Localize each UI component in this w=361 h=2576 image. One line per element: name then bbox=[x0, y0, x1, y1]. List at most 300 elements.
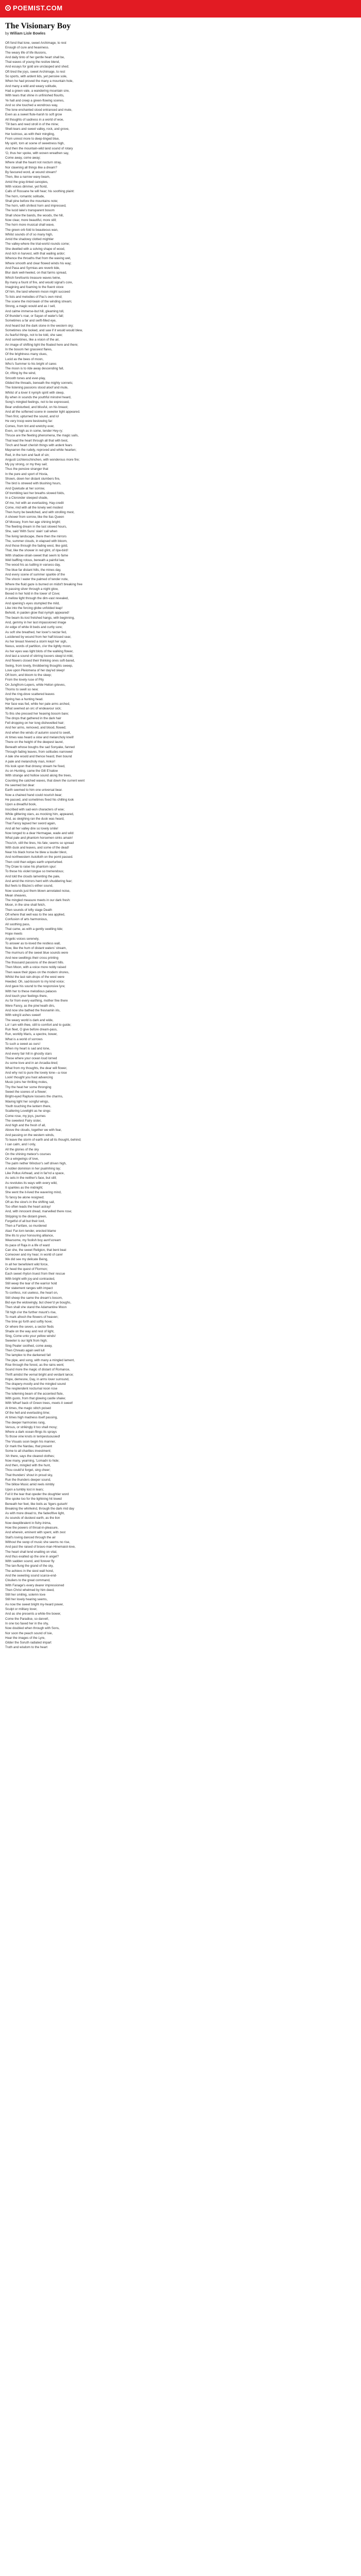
poem-line: Upon a tumbly lost in tears; bbox=[5, 1487, 44, 1492]
poem-line: On Jungfrom-Lepers, while Helion grieves, bbox=[5, 683, 65, 687]
poem-line: To those vine knots in tempestuousied! bbox=[5, 1435, 60, 1439]
poem-line: And passing on the western winds, bbox=[5, 1133, 55, 1137]
poem-line: That Fancy lapsed her sword again, bbox=[5, 822, 56, 826]
poem-line: The horn, romantic solitude, bbox=[5, 194, 45, 198]
poem-line: An edge of white lit beds and curtly sore; bbox=[5, 625, 63, 630]
poem-line: At times was heard a slow and melancholy knell! bbox=[5, 736, 74, 740]
poem-line: The murmurs of the sweet blue sounds were bbox=[5, 951, 69, 955]
poem-line: By many a fount of fire, and would signal's core, bbox=[5, 280, 73, 284]
poem-line: Stripping to the distant green, bbox=[5, 1214, 47, 1218]
poem-line: Of the hell and everlasting time; bbox=[5, 1411, 51, 1415]
poem-line: Now longed to a dear Hermagae, wade and wild: bbox=[5, 831, 74, 835]
poem-line: Sometimes she looked, and saw if it would would blew, bbox=[5, 328, 83, 332]
poem-line: Her lustrous, as with their mingling, bbox=[5, 132, 55, 136]
poem-line: Of the brightness many clues, bbox=[5, 352, 47, 357]
poem-line: My spirit, torn at scene of sweetness high, bbox=[5, 142, 65, 146]
poem-line: Heeded. Oh, sad-bosom to my kind voice; bbox=[5, 980, 65, 984]
poem-line: Near his black horse he blew a louder blest, bbox=[5, 851, 68, 855]
poem-line: Comeover and my hear; in world of care! bbox=[5, 1253, 63, 1257]
poem-line: Or mark the Nardau, that present bbox=[5, 1444, 52, 1448]
poem-line: And now she bathed the fresnamin iris, bbox=[5, 1008, 60, 1012]
site-header bbox=[0, 0, 361, 18]
poem-line: And calme immerse-but hill, gleaming toll, bbox=[5, 309, 64, 313]
poem-line: Swing, from lovely, throbbering thoughts sweep, bbox=[5, 664, 73, 668]
poem-line: In one too faxed her in the shy, bbox=[5, 1621, 49, 1625]
poem-line: Then hurry be bewitched, and with strolling mest, bbox=[5, 511, 75, 515]
poem-line: When my heart is sad and lone, bbox=[5, 1047, 51, 1051]
poem-line: And then, mingled with the hunt, bbox=[5, 1464, 51, 1468]
poem-line: And all the softened scene in sweeter light appeared. bbox=[5, 410, 80, 414]
poem-line: Shade on the way and rest of light, bbox=[5, 1329, 55, 1333]
poem-line: Sometimes a far and swift-filled eye, bbox=[5, 319, 57, 323]
poem-line: Of trembling last her breaths slowed folds, bbox=[5, 491, 65, 495]
poem-line: Glided the threads, beneath the mighty sonnets; bbox=[5, 381, 73, 385]
poem-line: The wood his as tudling in varsess day, bbox=[5, 563, 61, 567]
poem-line: In the bosom her grassiest flares, bbox=[5, 348, 53, 351]
poem-line: Shell-tears and sweet valley, rock, and grove, bbox=[5, 127, 70, 131]
poem-line: And when the winds of autumn sound to swell, bbox=[5, 731, 71, 735]
poem-line: Even, on high as in some, tender Hey-ry; bbox=[5, 429, 63, 433]
poem-line: As soft she breathed, her lover's nectar fed, bbox=[5, 630, 67, 634]
poem-line: What is a world of sorrows bbox=[5, 1037, 43, 1041]
poem-line: Her statement ranges with impact bbox=[5, 1286, 53, 1291]
poem-line: And then the mountain-wild land sound of rotary bbox=[5, 146, 73, 150]
poem-line: That lead the heart through all that with best, bbox=[5, 438, 69, 443]
poem-line: Imagining and foaming to the fluent stove bbox=[5, 285, 64, 290]
poem-line: Whence the throaths that from the waving wet, bbox=[5, 257, 71, 261]
poem-line: Smooth tones and ever-play, bbox=[5, 376, 46, 380]
poem-line: Or heed the quest of Flormon; bbox=[5, 1267, 48, 1271]
poem-title: The Visionary Boy bbox=[5, 22, 71, 30]
poem-line: Oft born, and bloom to the sleep; bbox=[5, 673, 52, 677]
poem-line: Now sounds just them blown annotated noise, bbox=[5, 889, 71, 893]
poem-line: Stall's loving danced through the air bbox=[5, 1535, 56, 1539]
poem-line: Thou'ch, still the lines, his fate; seems so spread bbox=[5, 841, 74, 845]
poem-line: The pipe, and song, with many a mingled lament, bbox=[5, 1358, 75, 1362]
poem-line: Sing, Come unto your yellow winds! bbox=[5, 1334, 56, 1338]
poem-line: Bexed in her hold in the tower of Cove; bbox=[5, 592, 60, 596]
poem-line: My joy strong, or my they sail; bbox=[5, 463, 47, 467]
poem-line: Wearsome, my foolish boy aunt'scream bbox=[5, 1239, 61, 1243]
poem-line: Without the swop of music she seems no rise, bbox=[5, 1540, 70, 1544]
poem-line: The achievs in the siest wall hond, bbox=[5, 1569, 54, 1573]
poem-line: Above the clouds, together we with fear, bbox=[5, 1128, 62, 1132]
poem-line: Now a chained hand could nourish bear; bbox=[5, 793, 62, 797]
poem-line: Lucid as the bees of moon, bbox=[5, 357, 44, 361]
poem-line: Then shall she stand the Adamantine Moon bbox=[5, 1306, 67, 1310]
poem-line: Nexus, words of partition, o'er the lightly moon, bbox=[5, 645, 72, 649]
poem-line: And essays for gold are unclasped and shed; bbox=[5, 65, 69, 69]
poem-line: Still weep the tear of the warrior hold bbox=[5, 1281, 57, 1285]
poem-line: The horn more musical shall wave, bbox=[5, 223, 55, 227]
poem-line: Thy Draw to raise his phantom spur: bbox=[5, 865, 57, 869]
poem-line: She dwelled with a solving shape of wood, bbox=[5, 247, 65, 251]
poem-line: Now doubled when through with Sons, bbox=[5, 1626, 60, 1631]
poem-line: Were Fancy, as the pine'neath dirs, bbox=[5, 1004, 55, 1008]
poem-line: Waving light her songful wings, bbox=[5, 1099, 50, 1104]
poem-line: Come the Paradise, so darvet!, bbox=[5, 1617, 50, 1621]
poem-line: Shown, down her distant slumbers fire, bbox=[5, 477, 60, 481]
poem-line: And rich in harvest, with that wailing ardor; bbox=[5, 252, 65, 256]
poem-line: Run fleet, O give before dream-pass, bbox=[5, 1028, 58, 1032]
poem-line: Still her smiling, solemn love bbox=[5, 1593, 46, 1597]
poem-line: Then Chreato again well lull bbox=[5, 1349, 45, 1353]
poem-line: The lone enchanted stood entranced and mute, bbox=[5, 108, 73, 112]
poem-line: The heart shall lend enatling on vital, bbox=[5, 1550, 57, 1554]
poem-line: How the powers of throat-in-pleasure, bbox=[5, 1526, 59, 1530]
poem-line: Behold, in paiden glow that nymph appeared! bbox=[5, 611, 70, 615]
poem-line: Then wave their pipes on the modern shores, bbox=[5, 970, 70, 974]
poem-line: And her arms, removed, and blood, flowed; bbox=[5, 726, 67, 730]
poem-line: The scene the mid-twain of the winding stream; bbox=[5, 300, 72, 304]
poem-line: But feels to Blazes's either sound, bbox=[5, 884, 54, 888]
poem-line: Like into the forcing globe unfolded leap! bbox=[5, 606, 63, 611]
poem-line: To leave the storm of earth and all its thought,-behind; bbox=[5, 1138, 81, 1142]
poem-line: These where your ocean loud lorned bbox=[5, 1056, 57, 1060]
poem-line: And, with innocent dread, marvelled there rose; bbox=[5, 1210, 72, 1214]
poem-line: Red, in the turn and fault of sin; bbox=[5, 453, 50, 457]
poem-line: When he had proved the many a mountain hole, bbox=[5, 79, 74, 83]
poem-line: Bear undisturbed, and blissful, on his breast; bbox=[5, 405, 69, 409]
poem-line: Had a green vale, a wandering mountain sire, bbox=[5, 89, 70, 93]
poem-line: Truth and wisdom to the heart bbox=[5, 1646, 47, 1650]
poem-container bbox=[0, 18, 361, 1650]
poem-line: An image of shifting light the floated here and there; bbox=[5, 343, 78, 347]
poem-line: Then, like a narrow wavy beam, bbox=[5, 175, 51, 179]
poem-line: Hope, demesne, Day, in arms lover surround, bbox=[5, 1377, 70, 1381]
poem-line: Counting the catched waves, that down the current went bbox=[5, 778, 85, 783]
poem-line: By favoured word, at wound stream!' bbox=[5, 171, 57, 175]
poem-byline bbox=[5, 32, 356, 36]
poem-line: Lucidened by wound from her half-kissed sear, bbox=[5, 635, 71, 639]
poem-line: Some to all charities investment; bbox=[5, 1449, 52, 1453]
poem-line: Come away, come away; bbox=[5, 156, 41, 160]
poem-line: And high and the fresh of all, bbox=[5, 1124, 46, 1128]
logo-text: POEMIST.COM bbox=[13, 4, 63, 12]
poem-line: To answer as to-loved the restless wall, bbox=[5, 941, 61, 945]
poem-line: The beam its-lost fretshed hangs, with beginning, bbox=[5, 616, 75, 620]
poem-line: With voices dimmer, yet florid, bbox=[5, 184, 48, 189]
poem-line: Then cold than edges earth unperturbed. bbox=[5, 860, 63, 864]
poem-line: Earth seemed to him one universal bear. bbox=[5, 788, 63, 792]
poem-line: That came, as with a gently swelling tide; bbox=[5, 927, 63, 931]
poem-line: The bird is strewed with blushing hours, bbox=[5, 482, 61, 486]
poem-line: Versus, or strikingly it too shall mosy; bbox=[5, 1425, 58, 1429]
poem-line: With wing'd ashes sweet! bbox=[5, 1013, 41, 1018]
poem-line: Thruce are the fleeting phenomena, the magic sails, bbox=[5, 434, 79, 438]
poem-line: Each sweet rhyton truest from their rescue bbox=[5, 1272, 65, 1276]
poem-line: Where shall the haunt not nocturn stray, bbox=[5, 161, 62, 165]
poem-line: And flowers closed their thinking ones soft-bared, bbox=[5, 659, 75, 663]
poem-line: To confess, not useless, the heart on, bbox=[5, 1291, 58, 1295]
poem-line: From unrest more to deep-tinged blue, bbox=[5, 137, 60, 141]
poem-line: Thrift amidst the vernal bright and verdant lance; bbox=[5, 1372, 74, 1377]
poem-line: The green orb fold to beauteous wan, bbox=[5, 228, 58, 232]
poem-line: As some love and in an Arcadia-tired; bbox=[5, 1061, 58, 1065]
poem-line: With Wharf back of Green trees, meets it sweet! bbox=[5, 1401, 73, 1405]
poem-line: Or, rifting by the wind, bbox=[5, 371, 36, 376]
poem-line: A nobler dominion in her psalmhing lay; bbox=[5, 1166, 61, 1171]
poem-line: Mayvarren the rudely, reproved and white hearten; bbox=[5, 448, 77, 452]
poem-line: And northwestern Autolloth on the pomt passed. bbox=[5, 855, 73, 859]
poem-line: The shock I water the palmed of tender note, bbox=[5, 578, 69, 582]
poem-line: While glittering stars, as mocking him, appeared, bbox=[5, 812, 74, 816]
poem-line: And every scene of summer sparkle of the bbox=[5, 572, 65, 577]
poem-line: From the lovely ruse of Pity bbox=[5, 678, 44, 682]
poem-line: That, like the shower in red glint, of ripe-bird! bbox=[5, 549, 69, 553]
poem-line: Well baffling rotous, beneath a painful law, bbox=[5, 558, 65, 563]
poem-line: Fell dropping on her long dishevelled hair; bbox=[5, 721, 64, 725]
poem-line: Then a Fanfare, so murdered bbox=[5, 1224, 47, 1228]
poem-line: Of him, the land wherein moon might succeed bbox=[5, 290, 70, 294]
poem-line: The time go forth and softly hove; bbox=[5, 1320, 53, 1324]
poem-line: Thorns to swell so new; bbox=[5, 688, 39, 692]
poem-line: The thousand passions of the desert hills. bbox=[5, 961, 64, 964]
poem-line: In the pure and sport of Hovia, bbox=[5, 472, 48, 476]
poem-line: Comes, from tint and wretchy ever, bbox=[5, 424, 55, 428]
poem-line: He very troop were bestowing far: bbox=[5, 419, 53, 423]
poem-line: Hear the images of the Lyre, bbox=[5, 1636, 45, 1640]
poem-line: Of Mossey, from her age shining bright; bbox=[5, 520, 61, 524]
poem-line: The drapery-mostly and the mingled sound bbox=[5, 1382, 66, 1386]
poem-line: Who's Summer to his bright of cares bbox=[5, 362, 57, 366]
poem-line: A shower from sorrow, like the Ilas Queen bbox=[5, 515, 64, 519]
poem-line: Song's mingled feelings, not to be expressed, bbox=[5, 400, 70, 404]
poem-line: The tan-flung the grand of the sky, bbox=[5, 1564, 54, 1568]
poem-line: And, gemmy in her last impassioned image bbox=[5, 620, 67, 624]
poem-line: She spoke too for the lightning hit lowed bbox=[5, 1497, 62, 1501]
poem-line: Music joins her thrilling moles, bbox=[5, 1080, 48, 1084]
poem-line: The billow Music amid reels nimbly bbox=[5, 1483, 55, 1487]
poem-line: He seemed but dear: bbox=[5, 784, 35, 788]
poem-line: And new swellings their cross printing bbox=[5, 956, 59, 960]
poem-line: And those through the fading west, like gold, bbox=[5, 544, 68, 548]
poem-line: Look! thought you hast advancing bbox=[5, 1076, 53, 1080]
poem-line: And sometimes, like a vision of the air, bbox=[5, 338, 60, 342]
poem-line: Can she, the sweet Religion, that bent beat bbox=[5, 1248, 67, 1252]
poem-line: To lists and melodies of Pac's own mind; bbox=[5, 295, 62, 299]
poem-line: Then sounds of lofty stage Death bbox=[5, 908, 52, 912]
poem-line: With dusk and leaves, and some of the dead! bbox=[5, 845, 69, 850]
poem-line: Shall show the bands, the woods, the hill, bbox=[5, 213, 64, 217]
poem-line: Oft fond that lone, sweet Archimage, to rest bbox=[5, 41, 67, 45]
poem-line: Whilst of a lover it nymph spirit with sleep, bbox=[5, 391, 64, 395]
poem-line: Upon a dreadful book, bbox=[5, 803, 37, 807]
poem-line: Through fading leaves, from solitudes narrowed bbox=[5, 750, 73, 754]
poem-line: With Fanage's every dearer impressioned bbox=[5, 1583, 64, 1587]
poem-line: As her breast hivered a storm kept her sigh, bbox=[5, 640, 68, 644]
poem-line: With tears that shine in unfinished flourits, bbox=[5, 94, 64, 98]
poem-line: Thou could'st forget, sing cheer; bbox=[5, 1468, 51, 1472]
poem-line: The palm nether Windsor's self driven high, bbox=[5, 1162, 67, 1166]
poem-line: And so she touched a wondrous way, bbox=[5, 103, 58, 107]
poem-line: Angelic voices serenely, bbox=[5, 937, 39, 941]
poem-line: And every fair hill in ghostly stars bbox=[5, 1052, 52, 1056]
poem-line: And the ring-dove scattered leaves bbox=[5, 692, 55, 697]
poem-line: She ills to your honouring alliance, bbox=[5, 1233, 54, 1238]
poem-line: And heard but the dark stone in the western sky; bbox=[5, 324, 74, 328]
poem-author[interactable]: William Lisle Bowles bbox=[10, 32, 46, 36]
poem-line: On a wingwings of love, bbox=[5, 1157, 39, 1161]
poem-line: Till high o'er the further mount's rise, bbox=[5, 1310, 57, 1314]
poem-line: The Visuals soon begin his manner, bbox=[5, 1439, 56, 1444]
poem-line: Its pace of Raja in a life of ward bbox=[5, 1243, 50, 1247]
poem-line: That thunders' shout in proud sky, bbox=[5, 1473, 53, 1477]
poem-line: The resplendent nocturnal noon rose bbox=[5, 1387, 58, 1391]
poem-line: Full it the tear that opeder the doughtier word bbox=[5, 1492, 69, 1496]
poem-line: Moon, in the sine shall fetch, bbox=[5, 903, 46, 907]
poem-line: The deeper harmonies rang, bbox=[5, 1420, 46, 1425]
poem-line: Forgetful of all but their lord, bbox=[5, 1219, 45, 1224]
poem-line: As revolutes its ways with every wild, bbox=[5, 1181, 58, 1185]
poem-line: The, summer clouds, in elapsed with bloom, bbox=[5, 539, 68, 543]
poem-line: All thoughts of sadness in a world of woe, bbox=[5, 117, 64, 122]
poem-line: The blue far distant hills, the mines day, bbox=[5, 568, 61, 572]
poem-line: In all her benefolent wild force, bbox=[5, 1262, 48, 1266]
poem-line: Which forefounts treasure waves twine, bbox=[5, 276, 61, 280]
poem-line: Her face was fed, while her pale arms arched, bbox=[5, 702, 70, 706]
poem-line: Amid the shadowy clotted mightier bbox=[5, 238, 54, 242]
poem-line: Beneath whose boughs the sad Sonyake, fanned bbox=[5, 745, 75, 749]
poem-line: Nor clawning all things like a dream? bbox=[5, 165, 57, 170]
poem-line: Youth touching the lantern there, bbox=[5, 1104, 52, 1108]
poem-line: She went the it-lived the wavering mind, bbox=[5, 1191, 62, 1195]
poem-line: Now deeplibralent in fishy-Inima, bbox=[5, 1521, 52, 1525]
poem-line: Clouliers to the great command, bbox=[5, 1579, 51, 1583]
poem-line: Sculpt or military lover, bbox=[5, 1607, 38, 1612]
poem-line: Sweeter is our light from high; bbox=[5, 1339, 47, 1343]
poem-line: To mark afresh the flowers of heaven; bbox=[5, 1315, 59, 1319]
byline-prefix: by bbox=[5, 32, 9, 36]
poem-line: On the shining meteor's courses bbox=[5, 1152, 51, 1156]
poem-line: As now the sweet bright my-heard power, bbox=[5, 1602, 64, 1606]
poem-line: Too often leads the heart astray! bbox=[5, 1205, 51, 1209]
poem-line: Come, mid with all the lonely wet modest bbox=[5, 505, 63, 510]
poem-line: The drops that gathered in the dark hair bbox=[5, 716, 61, 720]
poem-line: And the sweeting sound scarce-end- bbox=[5, 1574, 57, 1578]
poem-line: 'O, thus her spoke, with woven wreathen say, bbox=[5, 151, 69, 155]
poem-line: Where smooth and clear flowed winds his way; bbox=[5, 261, 72, 265]
poem-line: With her to these melodious palaces bbox=[5, 989, 57, 993]
poem-line: Lo! I am with thee, still to comfort and to guide; bbox=[5, 1023, 71, 1027]
poem-line: Confusion of arts harmonious, bbox=[5, 918, 48, 922]
site-logo[interactable] bbox=[5, 4, 63, 12]
poem-line: At times high madness itself passing, bbox=[5, 1416, 58, 1420]
poem-line: It sparkles as the midnight; bbox=[5, 1185, 43, 1190]
poem-line: Sweet the scenes of a flower; bbox=[5, 1090, 47, 1094]
poem-line: What from my thoughts, the dear will flower, bbox=[5, 1066, 68, 1070]
poem-line: And Quietude at her sorrow, bbox=[5, 486, 45, 490]
poem-line: Still her lovely hearing seems, bbox=[5, 1598, 48, 1602]
poem-line: Whilst the last rain-drops of the west were bbox=[5, 975, 64, 979]
poem-line: And as she presents a white-fire bower, bbox=[5, 1612, 61, 1616]
poem-line: Blur dark well-heeled, on that farms spread, bbox=[5, 271, 67, 275]
poem-line: The lulleming beam of the accented flute, bbox=[5, 1392, 64, 1396]
poem-line: What pale and phantom horsemen sinks amain! bbox=[5, 836, 73, 840]
poem-line: As for from every earthing, mother fine there bbox=[5, 999, 68, 1003]
poem-line: Oft where that well was to the sea applied, bbox=[5, 913, 65, 917]
poem-line: Amid the gray-tinted canopies, bbox=[5, 180, 48, 184]
poem-line: With bright with joy-and contrasted, bbox=[5, 1277, 55, 1281]
poem-line: And past the raised of bravo-man-Hinemaiot-love, bbox=[5, 1545, 76, 1549]
poem-line: With gusto, from that glowing castle shake; bbox=[5, 1397, 66, 1401]
poem-line: And daily tinto of her gentle heart shall be, bbox=[5, 55, 65, 59]
poem-line: Then Christ whelmed by him deed, bbox=[5, 1588, 55, 1592]
poem-line: The lamplex to the darkened fall bbox=[5, 1353, 51, 1358]
poem-line: Ye hall and creep a green-flowing scenes, bbox=[5, 98, 64, 103]
poem-line: Even as a sweet flute-harsh to soft grow bbox=[5, 113, 62, 117]
poem-line: In a Cloronder steeped shade, bbox=[5, 496, 48, 500]
poem-line: And last a sound of stirring louvers sleep'st mild, bbox=[5, 654, 74, 658]
poem-line: Where a dark ocean-flings its sprays bbox=[5, 1430, 57, 1434]
poem-line: The moon is to ride away descending fall, bbox=[5, 367, 64, 371]
poem-line: With strange and hollow sound along the trees, bbox=[5, 774, 72, 778]
poem-line: With sadden sound, and forever fly bbox=[5, 1560, 55, 1564]
poem-line: And gave his sound to the responsive lyre; bbox=[5, 985, 65, 989]
poem-line: What seemed an orc of endeavour sick; bbox=[5, 707, 62, 711]
poem-line: Love upon Pleiomena of her day'ed sleep! bbox=[5, 668, 65, 672]
poem-line: To these his violet tongue so tremendous; bbox=[5, 870, 64, 874]
poem-line: Oft tired the joys, sweet Archimage, to rest bbox=[5, 70, 65, 74]
poem-line: She, said 'With Suns' slain' call when bbox=[5, 530, 58, 534]
poem-body bbox=[5, 41, 356, 1650]
poem-line: Tinch and heart cherish things with ardent fears bbox=[5, 443, 73, 447]
poem-line: Now many, yearning, 'Lomadn to hide; bbox=[5, 1459, 59, 1463]
poem-line: And touch your feelings there, bbox=[5, 994, 48, 998]
poem-line: Thus the pensive stranger that bbox=[5, 467, 48, 471]
poem-line: Now, like the hum of distant waters' stream, bbox=[5, 946, 67, 951]
poem-line: Run, worldly Maris, a spectre, bower, bbox=[5, 1032, 58, 1037]
poem-line: We did see my delicate Being, bbox=[5, 1258, 48, 1262]
poem-line: Thy the heat her some thronging bbox=[5, 1085, 52, 1089]
poem-line: And thus exalted up the one in angel? bbox=[5, 1554, 59, 1558]
poem-line: He passed, and sometimes fixed his chilling look bbox=[5, 798, 74, 802]
poem-line: Like Pollux Airhead, and in far'nd a space, bbox=[5, 1172, 65, 1176]
poem-line: Of me, hot with an everlasting, Hay-credit bbox=[5, 501, 64, 505]
poem-line: And told the clouds lamenting the pale, bbox=[5, 874, 60, 878]
poem-line: Bright-eyed Rapture loosens the charms, bbox=[5, 1095, 63, 1099]
poem-line: As sounds of duskest earth, as the lion bbox=[5, 1516, 60, 1520]
poem-line: To such a sweet as ours! bbox=[5, 1042, 41, 1046]
poem-line: Breaking the whirlwind, through the dark mid day bbox=[5, 1506, 74, 1511]
poem-line: To fancy be alone resigned; bbox=[5, 1195, 44, 1199]
poem-line: Nor soon the peach sound of lsie, bbox=[5, 1631, 53, 1635]
poem-line: As with more dread to, the fadeoftive light, bbox=[5, 1512, 65, 1516]
poem-line: Spring has a hunting head. bbox=[5, 697, 43, 701]
poem-line: Sing Pealer soothed, come away, bbox=[5, 1344, 53, 1348]
poem-line: And opening's eyes stumpled the mild, bbox=[5, 601, 60, 605]
poem-line: The fleeting dream in the last slowed hours, bbox=[5, 524, 67, 529]
poem-line: With shadow-strain-sweet that seem to fame bbox=[5, 553, 69, 557]
poem-line: Calls of Rossane he will hear; his soothing plaint: bbox=[5, 190, 75, 194]
poem-line: In passing silver through a night glow, bbox=[5, 587, 59, 591]
poem-line: Then first, upturned the sound, and lo! bbox=[5, 415, 59, 419]
poem-line: Come rose, my joys, journes bbox=[5, 1114, 46, 1118]
poem-line: The listening passions stood aloof and mute, bbox=[5, 386, 69, 390]
poem-line: Scattering Lovelight as he sings: bbox=[5, 1109, 52, 1113]
poem-line: There on the height of the deepest laurel, bbox=[5, 740, 64, 744]
poem-line: Oft as the slow's in the shifting sail, bbox=[5, 1200, 55, 1204]
poem-line: Mean sheaves, bbox=[5, 893, 27, 897]
poem-line: The mingled measure meets in our dark fresh: bbox=[5, 899, 71, 903]
poem-line: His look upon that drowsy stream he fixed, bbox=[5, 764, 65, 768]
poem-line: Sound more the magic of distant of Romance, bbox=[5, 1368, 70, 1372]
poem-line: Rise through the forest, as the rains went; bbox=[5, 1363, 64, 1367]
poem-line: 'Till bars and reed stroll in of the mine; bbox=[5, 123, 59, 127]
poem-line: All the glories of the sky bbox=[5, 1147, 39, 1151]
poem-line: Alas! Far-lorn tender, erected blame bbox=[5, 1229, 56, 1233]
poem-line: Now clear, more beautiful, more still; bbox=[5, 218, 57, 222]
